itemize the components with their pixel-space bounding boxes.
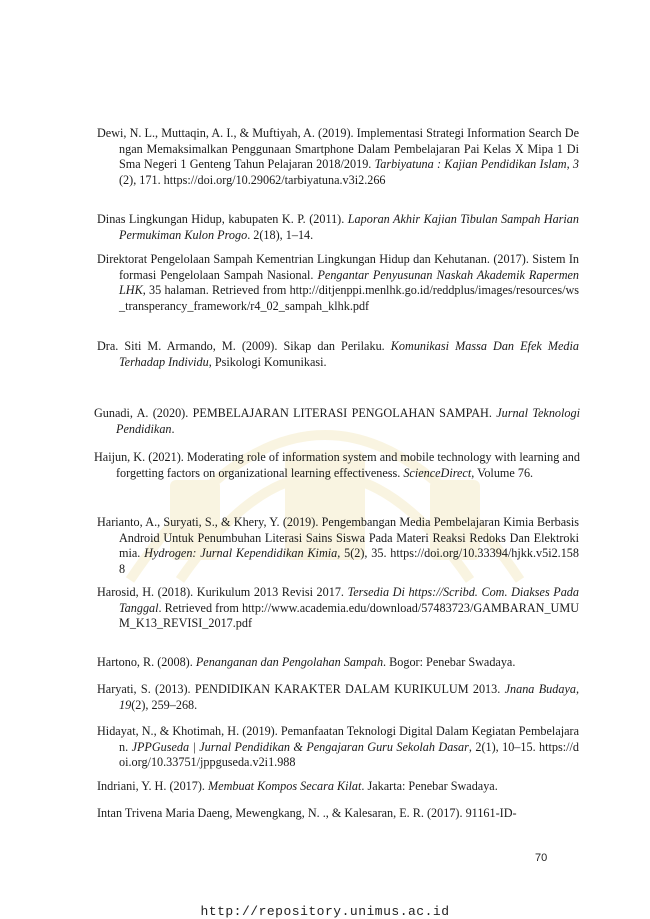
reference-entry-haryati: Haryati, S. (2013). PENDIDIKAN KARAKTER DALAM KURIKULUM 2013. Jnana Budaya, 19(2), 259–268. (97, 682, 579, 712)
reference-entry-dewi: Dewi, N. L., Muttaqin, A. I., & Muftiyah, A. (2019). Implementasi Strategi Information Search Dengan Memaksimalkan Penggunaan Smartphone Dalam Pembelajaran Pai Kelas X Mipa 1 Di Sma Negeri 1 Genteng Tahun Pelajaran 2018/2019. Tarbiyatuna : Kajian Pendidikan Islam, 3(2), 171. https://doi.org/10.29062/tarbiyatuna.v3i2.266 (97, 126, 579, 187)
reference-entry-hartono: Hartono, R. (2008). Penanganan dan Pengolahan Sampah. Bogor: Penebar Swadaya. (97, 655, 516, 669)
reference-entry-gunadi: Gunadi, A. (2020). PEMBELAJARAN LITERASI PENGOLAHAN SAMPAH. Jurnal Teknologi Pendidikan. (94, 406, 580, 436)
reference-entry-dinas: Dinas Lingkungan Hidup, kabupaten K. P. (2011). Laporan Akhir Kajian Tibulan Sampah Harian Permukiman Kulon Progo. 2(18), 1–14. (97, 212, 579, 242)
reference-entry-direktorat: Direktorat Pengelolaan Sampah Kementrian Lingkungan Hidup dan Kehutanan. (2017). Sistem Informasi Pengelolaan Sampah Nasional. Pengantar Penyusunan Naskah Akademik Rapermen LHK, 35 halaman. Retrieved from http://ditjenppi.menlhk.go.id/reddplus/images/resources/ws_transperancy_framework/r4_02_sampah_klhk.pdf (97, 252, 579, 313)
page-number: 70 (535, 852, 548, 864)
reference-entry-harosid: Harosid, H. (2018). Kurikulum 2013 Revisi 2017. Tersedia Di https://Scribd. Com. Diakses Pada Tanggal. Retrieved from http://www.academia.edu/download/57483723/GAMBARAN_UMUM_K13_REVISI_2017.pdf (97, 585, 579, 631)
reference-entry-hidayat: Hidayat, N., & Khotimah, H. (2019). Pemanfaatan Teknologi Digital Dalam Kegiatan Pembelajaran. JPPGuseda | Jurnal Pendidikan & Pengajaran Guru Sekolah Dasar, 2(1), 10–15. https://doi.org/10.33751/jppguseda.v2i1.988 (97, 724, 579, 770)
reference-entry-armando: Dra. Siti M. Armando, M. (2009). Sikap dan Perilaku. Komunikasi Massa Dan Efek Media Terhadap Individu, Psikologi Komunikasi. (97, 339, 579, 369)
reference-entry-haijun: Haijun, K. (2021). Moderating role of information system and mobile technology with learning and forgetting factors on organizational learning effectiveness. ScienceDirect, Volume 76. (94, 450, 580, 480)
reference-entry-indriani: Indriani, Y. H. (2017). Membuat Kompos Secara Kilat. Jakarta: Penebar Swadaya. (97, 779, 498, 793)
repository-url-footer: http://repository.unimus.ac.id (200, 904, 450, 919)
reference-entry-intan: Intan Trivena Maria Daeng, Mewengkang, N. ., & Kalesaran, E. R. (2017). 91161-ID- (97, 806, 517, 820)
reference-entry-harianto: Harianto, A., Suryati, S., & Khery, Y. (2019). Pengembangan Media Pembelajaran Kimia Berbasis Android Untuk Penumbuhan Literasi Sains Siswa Pada Materi Reaksi Redoks Dan Elektrokimia. Hydrogen: Jurnal Kependidikan Kimia, 5(2), 35. https://doi.org/10.33394/hjkk.v5i2.1588 (97, 515, 579, 576)
